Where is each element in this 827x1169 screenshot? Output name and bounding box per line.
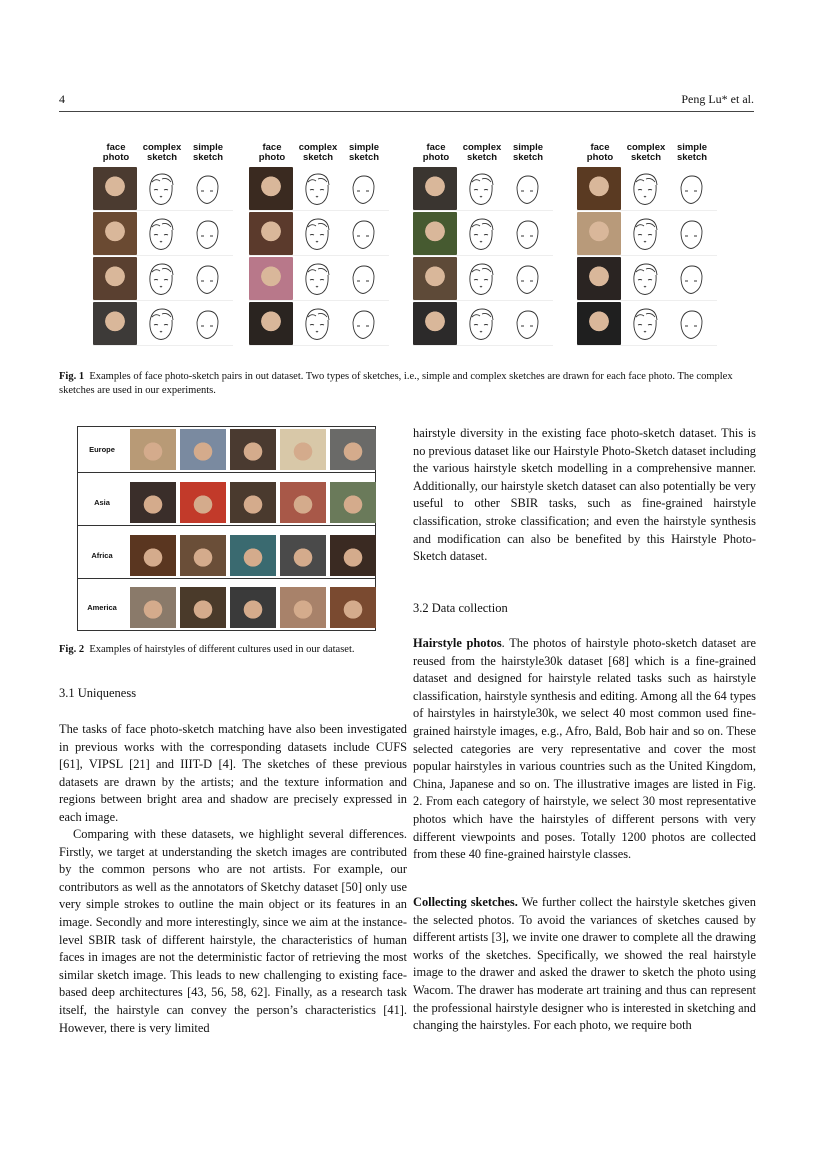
fig1-row (577, 302, 717, 346)
hairstyle-photos-label: Hairstyle photos (413, 636, 502, 650)
fig1-group-3 (413, 143, 553, 347)
fig1-row (249, 257, 389, 301)
fig1-row (249, 167, 389, 211)
hairstyle-photo (230, 587, 276, 628)
hairstyle-photo (330, 482, 376, 523)
fig1-group-2 (249, 143, 389, 347)
simple-sketch (185, 257, 229, 300)
fig1-group-1 (93, 143, 233, 347)
hairstyle-photo (180, 587, 226, 628)
face-photo (413, 302, 457, 345)
fig2-row-asia (78, 480, 375, 526)
figure-2 (77, 426, 376, 631)
complex-sketch (139, 167, 183, 210)
simple-sketch (669, 212, 713, 255)
complex-sketch (139, 302, 183, 345)
hairstyle-photo (180, 429, 226, 470)
complex-sketch (139, 257, 183, 300)
hairstyle-photo (130, 482, 176, 523)
hairstyle-photo (130, 587, 176, 628)
header-complex-sketch: complex sketch (142, 142, 182, 163)
face-photo (413, 212, 457, 255)
complex-sketch (623, 302, 667, 345)
complex-sketch (295, 212, 339, 255)
section-3-1-para-1: The tasks of face photo-sketch matching have also been investigated in previous works with the corresponding datasets include CUFS [61], VIPSL [21] and IIIT-D [4]. The sketches of these previous datasets are drawn by the artists; and the texture information and regions between bright area and shadow are precisely expressed in each image. (59, 722, 407, 824)
hairstyle-photo (330, 429, 376, 470)
complex-sketch (459, 302, 503, 345)
fig1-header (413, 143, 553, 163)
fig1-row (577, 212, 717, 256)
hairstyle-photo (280, 535, 326, 576)
face-photo (249, 167, 293, 210)
face-photo (413, 167, 457, 210)
header-rule (59, 111, 754, 112)
hairstyle-photo (280, 429, 326, 470)
right-col-para-cont: hairstyle diversity in the existing face photo-sketch dataset. This is no previous dataset like our Hairstyle Photo-Sketch dataset including the various hairstyle sketch modelling in a comprehensive manner. Additionally, our hairstyle sketch dataset can also potentially be very useful to other SBIR tasks, such as fine-grained hairstyle classification, stroke classification; and even the hairstyle synthesis and modification can also be benefited by this Hairstyle Photo-Sketch dataset. (413, 426, 756, 564)
fig1-rows (249, 167, 389, 346)
fig1-row (249, 302, 389, 346)
hairstyle-photo (230, 429, 276, 470)
collecting-sketches-label: Collecting sketches. (413, 895, 518, 909)
header-simple-sketch: simple sketch (192, 142, 224, 163)
header-face-photo: face photo (102, 142, 130, 163)
header-complex-sketch: complex sketch (298, 142, 338, 163)
fig2-caption-label: Fig. 2 (59, 644, 85, 655)
fig2-row-africa (78, 533, 375, 579)
face-photo (249, 302, 293, 345)
face-photo (93, 257, 137, 300)
face-photo (93, 167, 137, 210)
hairstyle-photo (280, 482, 326, 523)
complex-sketch (295, 167, 339, 210)
complex-sketch (139, 212, 183, 255)
fig2-row-label: Asia (94, 498, 110, 507)
fig2-row-europe (78, 427, 375, 473)
face-photo (249, 212, 293, 255)
fig1-row (249, 212, 389, 256)
header-face-photo: face photo (258, 142, 286, 163)
complex-sketch (295, 257, 339, 300)
fig1-row (413, 212, 553, 256)
fig1-header (93, 143, 233, 163)
fig1-row (577, 257, 717, 301)
fig2-row-label: Africa (91, 551, 113, 560)
simple-sketch (505, 302, 549, 345)
fig2-caption-text: Examples of hairstyles of different cultures used in our dataset. (89, 644, 355, 655)
fig1-rows (93, 167, 233, 346)
simple-sketch (341, 167, 385, 210)
simple-sketch (185, 212, 229, 255)
face-photo (93, 302, 137, 345)
fig2-caption (59, 643, 399, 657)
running-header-author: Peng Lu* et al. (681, 92, 754, 106)
complex-sketch (623, 167, 667, 210)
fig1-row (93, 257, 233, 301)
complex-sketch (623, 257, 667, 300)
fig2-row-america (78, 585, 375, 630)
fig1-row (413, 167, 553, 211)
simple-sketch (505, 212, 549, 255)
section-3-2-heading: 3.2 Data collection (413, 601, 508, 615)
fig1-row (93, 302, 233, 346)
collecting-sketches-para (413, 894, 756, 1035)
header-simple-sketch: simple sketch (676, 142, 708, 163)
hairstyle-photos-text: . The photos of hairstyle photo-sketch dataset are reused from the hairstyle30k dataset [68] which is a fine-grained dataset and designed for hairstyle related tasks such as hairstyle classification, hairstyle synthesis and editing. Among all the 64 types of hairstyles in hairstyle30k, we select 40 most common used fine-grained hairstyle images, e.g., Afro, Bald, Bob hair and so on. These selected categories are very representative and cover the most popular hairstyles in various countries such as the United Kingdom, China, Japanese and so on. The illustrative images are listed in Fig. 2. From each category of hairstyle, we select 30 most representative photos which have the hairstyles of different persons with very different viewpoints and poses. Totally 1200 photos are collected from these 40 fine-grained hairstyle classes. (413, 636, 756, 862)
hairstyle-photo (330, 535, 376, 576)
fig2-row-label: Europe (89, 445, 115, 454)
fig1-group-4 (577, 143, 717, 347)
simple-sketch (505, 257, 549, 300)
hairstyle-photo (230, 482, 276, 523)
fig1-header (249, 143, 389, 163)
fig1-caption (59, 370, 759, 398)
hairstyle-photo (130, 535, 176, 576)
complex-sketch (459, 257, 503, 300)
hairstyle-photo (330, 587, 376, 628)
face-photo (413, 257, 457, 300)
fig1-row (93, 212, 233, 256)
header-complex-sketch: complex sketch (626, 142, 666, 163)
header-face-photo: face photo (422, 142, 450, 163)
face-photo (249, 257, 293, 300)
fig1-rows (577, 167, 717, 346)
simple-sketch (669, 302, 713, 345)
complex-sketch (459, 167, 503, 210)
collecting-sketches-text: We further collect the hairstyle sketches given the selected photos. To avoid the variances of sketches caused by different artists [3], we invite one drawer to complete all the drawing works of the sketches. Specifically, we showed the real hairstyle image to the drawer and asked the drawer to sketch the photo using Wacom. The drawer has moderate art training and thus can represent the professional hairstyle designer who is interested in sketching and changing the hairstyles. For each photo, we require both (413, 895, 756, 1033)
simple-sketch (341, 302, 385, 345)
hairstyle-photo (280, 587, 326, 628)
fig1-caption-text: Examples of face photo-sketch pairs in out dataset. Two types of sketches, i.e., simple and complex sketches are drawn for each face photo. The complex sketches are used in our experiments. (59, 371, 733, 396)
simple-sketch (341, 212, 385, 255)
fig1-header (577, 143, 717, 163)
face-photo (577, 257, 621, 300)
simple-sketch (505, 167, 549, 210)
hairstyle-photos-para (413, 635, 756, 864)
fig1-caption-label: Fig. 1 (59, 371, 85, 382)
section-3-1-heading: 3.1 Uniqueness (59, 686, 137, 700)
header-complex-sketch: complex sketch (462, 142, 502, 163)
fig1-rows (413, 167, 553, 346)
face-photo (577, 212, 621, 255)
hairstyle-photo (180, 482, 226, 523)
simple-sketch (185, 302, 229, 345)
simple-sketch (669, 167, 713, 210)
header-simple-sketch: simple sketch (512, 142, 544, 163)
complex-sketch (459, 212, 503, 255)
fig1-row (577, 167, 717, 211)
header-face-photo: face photo (586, 142, 614, 163)
section-3-1-para-2: Comparing with these datasets, we highlight several differences. Firstly, we target at understanding the sketch images are contributed by the common persons who are not artists. For example, our contributors as well as the annotators of Sketchy dataset [50] only use very simple strokes to outline the main object or its features in an image. Secondly and more interestingly, since we aim at the instance-level SBIR task of different hairstyle, the characteristics of human faces in images are not the deterministic factor of retrieving the most similar sketch image. This leads to new challenging to existing face-based deep architectures [43, 56, 58, 62]. Finally, as a research task itself, the hairstyle can convey the person’s characteristics [41]. However, there is very limited (59, 827, 407, 1035)
fig1-row (413, 257, 553, 301)
hairstyle-photo (130, 429, 176, 470)
face-photo (93, 212, 137, 255)
header-simple-sketch: simple sketch (348, 142, 380, 163)
simple-sketch (341, 257, 385, 300)
hairstyle-photo (180, 535, 226, 576)
hairstyle-photo (230, 535, 276, 576)
simple-sketch (669, 257, 713, 300)
complex-sketch (295, 302, 339, 345)
face-photo (577, 167, 621, 210)
complex-sketch (623, 212, 667, 255)
page-number: 4 (59, 92, 65, 106)
fig2-row-label: America (87, 603, 117, 612)
face-photo (577, 302, 621, 345)
simple-sketch (185, 167, 229, 210)
fig1-row (93, 167, 233, 211)
fig1-row (413, 302, 553, 346)
